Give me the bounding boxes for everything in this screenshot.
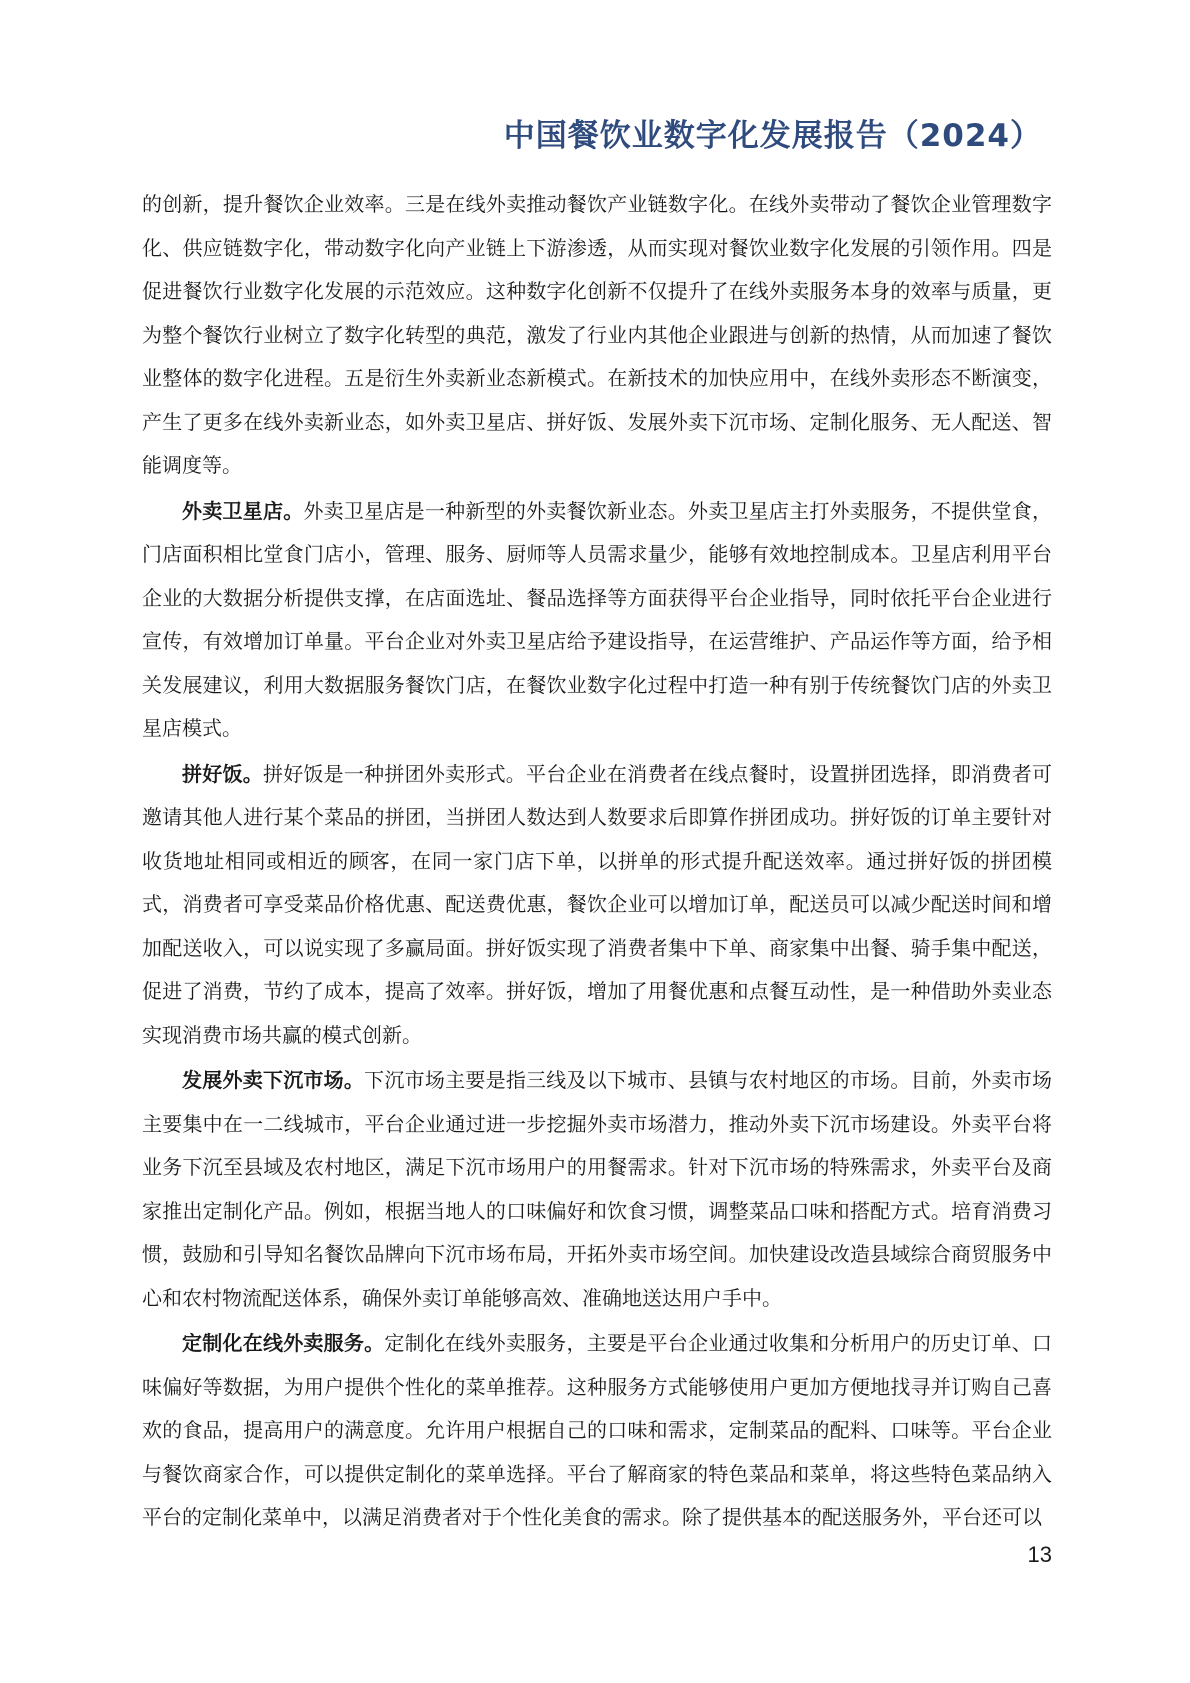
paragraph-satellite-store <box>142 490 1052 751</box>
paragraph-customized-service <box>142 1322 1052 1540</box>
paragraph-text: 下沉市场主要是指三线及以下城市、县镇与农村地区的市场。目前，外卖市场主要集中在一二线城市，平台企业通过进一步挖掘外卖市场潜力，推动外卖下沉市场建设。外卖平台将业务下沉至县域及农村地区，满足下沉市场用户的用餐需求。针对下沉市场的特殊需求，外卖平台及商家推出定制化产品。例如，根据当地人的口味偏好和饮食习惯，调整菜品口味和搭配方式。培育消费习惯，鼓励和引导知名餐饮品牌向下沉市场布局，开拓外卖市场空间。加快建设改造县域综合商贸服务中心和农村物流配送体系，确保外卖订单能够高效、准确地送达用户手中。 <box>142 1068 1053 1310</box>
report-body <box>142 183 1052 1542</box>
paragraph-lead-term: 拼好饭。 <box>182 761 263 786</box>
paragraph-text: 拼好饭是一种拼团外卖形式。平台企业在消费者在线点餐时，设置拼团选择，即消费者可邀请其他人进行某个菜品的拼团，当拼团人数达到人数要求后即算作拼团成功。拼好饭的订单主要针对收货地址相同或相近的顾客，在同一家门店下单，以拼单的形式提升配送效率。通过拼好饭的拼团模式，消费者可享受菜品价格优惠、配送费优惠，餐饮企业可以增加订单，配送员可以减少配送时间和增加配送收入，可以说实现了多赢局面。拼好饭实现了消费者集中下单、商家集中出餐、骑手集中配送，促进了消费，节约了成本，提高了效率。拼好饭，增加了用餐优惠和点餐互动性，是一种借助外卖业态实现消费市场共赢的模式创新。 <box>142 761 1053 1047</box>
running-header-title: 中国餐饮业数字化发展报告（2024） <box>503 118 1042 154</box>
paragraph-lower-tier-market <box>142 1059 1052 1320</box>
paragraph-lead-term: 发展外卖下沉市场。 <box>182 1068 365 1092</box>
paragraph-pinhaofan <box>142 753 1052 1058</box>
paragraph-lead-term: 定制化在线外卖服务。 <box>182 1331 385 1355</box>
paragraph-text: 外卖卫星店是一种新型的外卖餐饮新业态。外卖卫星店主打外卖服务，不提供堂食，门店面积相比堂食门店小，管理、服务、厨师等人员需求量少，能够有效地控制成本。卫星店利用平台企业的大数据分析提供支撑，在店面选址、餐品选择等方面获得平台企业指导，同时依托平台企业进行宣传，有效增加订单量。平台企业对外卖卫星店给予建设指导，在运营维护、产品运作等方面，给予相关发展建议，利用大数据服务餐饮门店，在餐饮业数字化过程中打造一种有别于传统餐饮门店的外卖卫星店模式。 <box>142 498 1053 740</box>
paragraph-text: 定制化在线外卖服务，主要是平台企业通过收集和分析用户的历史订单、口味偏好等数据，为用户提供个性化的菜单推荐。这种服务方式能够使用户更加方便地找寻并订购自己喜欢的食品，提高用户的满意度。允许用户根据自己的口味和需求，定制菜品的配料、口味等。平台企业与餐饮商家合作，可以提供定制化的菜单选择。平台了解商家的特色菜品和菜单，将这些特色菜品纳入平台的定制化菜单中，以满足消费者对于个性化美食的需求。除了提供基本的配送服务外，平台还可以 <box>142 1331 1053 1529</box>
page-number: 13 <box>1027 1542 1052 1567</box>
paragraph-lead-term: 外卖卫星店。 <box>182 498 304 523</box>
paragraph-text: 的创新，提升餐饮企业效率。三是在线外卖推动餐饮产业链数字化。在线外卖带动了餐饮企业管理数字化、供应链数字化，带动数字化向产业链上下游渗透，从而实现对餐饮业数字化发展的引领作用。四是促进餐饮行业数字化发展的示范效应。这种数字化创新不仅提升了在线外卖服务本身的效率与质量，更为整个餐饮行业树立了数字化转型的典范，激发了行业内其他企业跟进与创新的热情，从而加速了餐饮业整体的数字化进程。五是衍生外卖新业态新模式。在新技术的加快应用中，在线外卖形态不断演变，产生了更多在线外卖新业态，如外卖卫星店、拼好饭、发展外卖下沉市场、定制化服务、无人配送、智能调度等。 <box>142 192 1052 477</box>
paragraph-continuation <box>142 183 1052 488</box>
